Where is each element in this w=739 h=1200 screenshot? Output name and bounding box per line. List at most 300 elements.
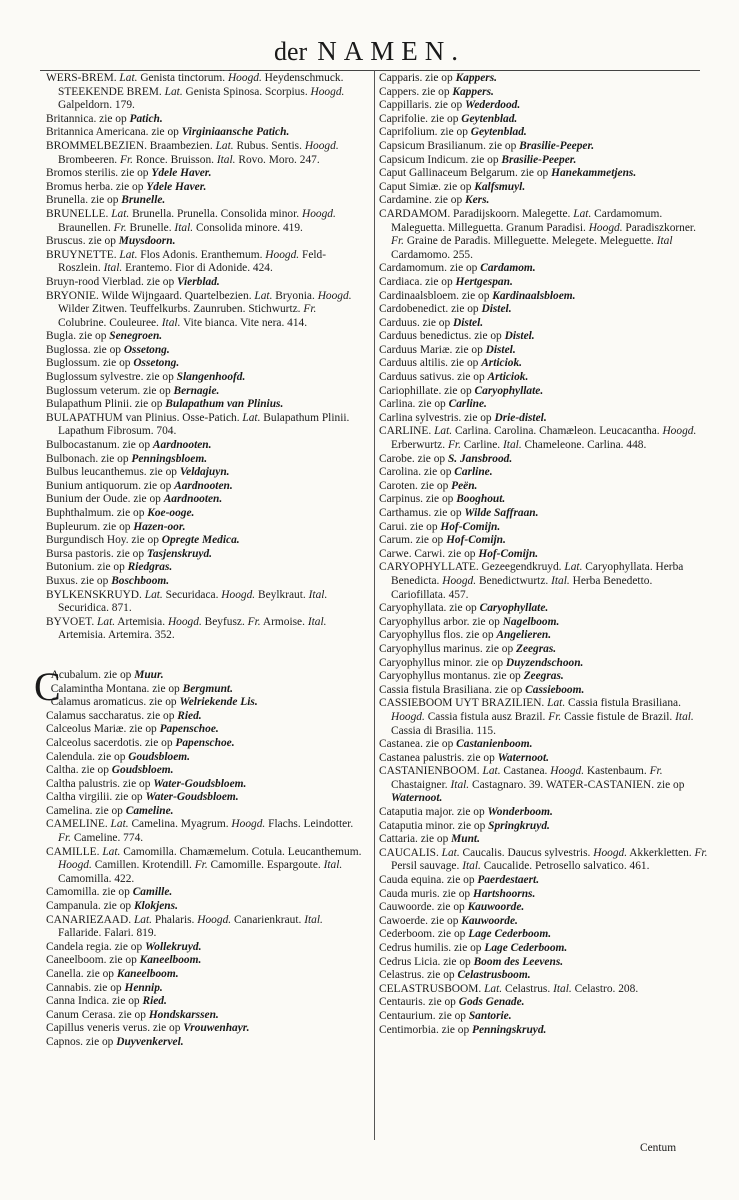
index-entry	[46, 791, 366, 805]
index-entry	[46, 995, 366, 1009]
entry-text: Cardamomo. 255.	[391, 248, 473, 261]
entry-text: Bromus herba. zie op	[46, 180, 147, 193]
index-entry	[379, 752, 709, 766]
entry-text: BYLKENSKRUYD.	[46, 588, 145, 601]
index-entry	[46, 113, 366, 127]
entry-text: CASTANIENBOOM.	[379, 765, 483, 778]
index-entry	[379, 1010, 709, 1024]
entry-text: Rovo. Moro. 247.	[235, 153, 320, 166]
entry-text: Caprifolium. zie op	[379, 126, 471, 139]
entry-text: Cataputia minor. zie op	[379, 819, 489, 832]
language-tag: Lat.	[564, 561, 583, 574]
cross-reference: Peën.	[451, 479, 478, 492]
index-entry	[379, 901, 709, 915]
language-tag: Ital.	[174, 221, 194, 234]
index-entry	[46, 235, 366, 249]
cross-reference: Wollekruyd.	[145, 940, 202, 953]
cross-reference: Kappers.	[455, 72, 498, 84]
cross-reference: Booghout.	[456, 493, 506, 506]
cross-reference: Articiok.	[481, 357, 523, 370]
index-entry	[379, 371, 709, 385]
index-entry	[46, 194, 366, 208]
index-entry	[46, 575, 366, 589]
language-tag: Ital.	[304, 913, 323, 926]
entry-text: Caltha virgilii. zie op	[46, 791, 146, 804]
index-entry	[46, 493, 366, 507]
cross-reference: Boschboom.	[111, 574, 170, 587]
language-tag: Hoogd.	[221, 588, 256, 601]
language-tag: Lat.	[547, 697, 566, 710]
entry-text: Cardobenedict. zie op	[379, 303, 482, 316]
index-entry	[46, 941, 366, 955]
cross-reference: Kers.	[465, 194, 490, 207]
cross-reference: Ydele Haver.	[146, 180, 207, 193]
index-entry	[46, 900, 366, 914]
entry-text: Capillus veneris verus. zie op	[46, 1022, 184, 1035]
entry-text: Carthamus. zie op	[379, 507, 465, 519]
index-entry	[46, 1036, 366, 1050]
language-tag: Ital.	[323, 859, 343, 872]
entry-text: Calamus saccharatus. zie op	[46, 709, 178, 722]
language-tag: Hoogd.	[227, 72, 262, 84]
entry-text: Cardamine. zie op	[379, 194, 466, 207]
entry-text: Canella. zie op	[46, 968, 117, 980]
entry-text: Acubalum. zie op	[50, 668, 135, 681]
entry-text: Akkerkletten.	[627, 846, 695, 859]
entry-text: Cederboom. zie op	[379, 928, 469, 941]
cross-reference: Castanienboom.	[456, 738, 533, 751]
cross-reference: Kaneelboom.	[139, 954, 202, 967]
entry-text: Caryophyllus flos. zie op	[379, 629, 497, 642]
entry-text: Cassia di Brasilia. 115.	[391, 724, 496, 737]
page-header	[0, 36, 739, 67]
language-tag: Lat.	[441, 846, 460, 859]
entry-text: Feld-Roszlein.	[58, 248, 327, 275]
language-tag: Lat.	[111, 207, 130, 220]
header-title: NAMEN.	[317, 36, 465, 66]
cross-reference: Kauwoorde.	[461, 914, 518, 927]
cross-reference: Brasilie-Peeper.	[501, 153, 577, 166]
index-entry	[46, 846, 366, 887]
entry-text: Capsicum Indicum. zie op	[379, 153, 502, 166]
entry-text: Cameline. 774.	[70, 832, 144, 845]
entry-text: Castanea.	[500, 765, 551, 778]
language-tag: Hoogd.	[317, 289, 352, 302]
entry-text: Caroten. zie op	[379, 479, 452, 492]
entry-text: Caryophyllus montanus. zie op	[379, 670, 524, 683]
entry-text: Erberwurtz.	[391, 439, 448, 452]
entry-text: Cataputia major. zie op	[379, 806, 488, 819]
entry-text: Fallaride. Falari. 819.	[58, 927, 157, 940]
index-entry	[46, 208, 366, 235]
cross-reference: Penningskruyd.	[472, 1023, 547, 1036]
cross-reference: Muur.	[134, 668, 164, 681]
entry-text: Burgundisch Hoy. zie op	[46, 534, 162, 547]
cross-reference: Carline.	[448, 398, 487, 411]
entry-text: Canna Indica. zie op	[46, 995, 143, 1008]
entry-text: Rubus. Sentis.	[233, 139, 305, 152]
entry-text: CAUCALIS.	[379, 846, 442, 859]
index-entry	[379, 969, 709, 983]
cross-reference: Hartshoorns.	[472, 887, 536, 900]
entry-text: Bulbus leucanthemus. zie op	[46, 466, 180, 479]
index-entry	[379, 398, 709, 412]
language-tag: Lat.	[119, 72, 138, 84]
language-tag: Hoogd.	[442, 574, 477, 587]
language-tag: Lat.	[102, 845, 121, 858]
index-entry	[46, 167, 366, 181]
language-tag: Lat.	[573, 207, 592, 220]
language-tag: Ital.	[308, 588, 328, 601]
entry-text: Benedictwurtz.	[476, 574, 552, 587]
cross-reference: Riedgras.	[127, 561, 173, 574]
entry-text: Calceolus sacerdotis. zie op	[46, 736, 176, 749]
language-tag: Fr.	[247, 615, 261, 628]
entry-text: Erantemo. Fior di Adonide. 424.	[122, 262, 273, 275]
cross-reference: Ossetong.	[133, 357, 180, 370]
cross-reference: Kardinaalsbloem.	[492, 289, 576, 302]
index-entry	[379, 181, 709, 195]
cross-reference: Paerdestaert.	[477, 874, 540, 887]
entry-text: Cardamomum. Maleguetta. Milleguetta. Granum Paradisi.	[391, 207, 663, 234]
entry-text: Armoise.	[260, 615, 308, 628]
entry-text: Caryophyllus minor. zie op	[379, 656, 506, 669]
entry-text: Persil sauvage.	[391, 860, 463, 873]
entry-text: Caucalis. Daucus sylvestris.	[459, 846, 594, 859]
entry-text: Cannabis. zie op	[46, 981, 125, 994]
entry-text: Chastaigner.	[391, 778, 451, 791]
entry-text: Castagnaro. 39. WATER-CASTANIEN. zie op	[469, 778, 685, 791]
index-entry	[46, 357, 366, 371]
language-tag: Hoogd.	[550, 765, 585, 778]
cross-reference: Aardnooten.	[174, 479, 233, 492]
cross-reference: Penningsbloem.	[131, 452, 208, 465]
cross-reference: Goudsbloem.	[128, 750, 190, 763]
cross-reference: Lage Cederboom.	[468, 928, 552, 941]
cross-reference: Brunelle.	[121, 194, 166, 207]
index-entry	[379, 194, 709, 208]
entry-text: Cattaria. zie op	[379, 833, 452, 846]
entry-text: Caput Gallinaceum Belgarum. zie op	[379, 167, 552, 180]
entry-text: Camelina. Myagrum.	[128, 818, 232, 831]
language-tag: Fr.	[548, 710, 562, 723]
cross-reference: Bernagie.	[173, 384, 220, 397]
entry-text: Centimorbia. zie op	[379, 1023, 472, 1036]
entry-text: CANARIEZAAD.	[46, 913, 134, 926]
entry-text: Caneelboom. zie op	[46, 954, 140, 967]
index-entry	[379, 888, 709, 902]
entry-text: Carduus Mariæ. zie op	[379, 343, 486, 356]
cross-reference: S. Jansbrood.	[447, 452, 513, 465]
index-entry	[46, 72, 366, 113]
index-entry	[46, 548, 366, 562]
index-entry	[46, 589, 366, 616]
cross-reference: Virginiaansche Patich.	[181, 126, 290, 139]
language-tag: Hoogd.	[310, 85, 345, 98]
entry-text: Paradiszkorner.	[622, 221, 696, 234]
entry-text: Beyfusz.	[201, 615, 248, 628]
entry-text: Bryonia.	[272, 289, 318, 302]
entry-text: Bruscus. zie op	[46, 235, 119, 248]
index-entry	[379, 765, 709, 806]
index-entry	[46, 818, 366, 845]
entry-text: Chameleone. Carlina. 448.	[521, 439, 647, 452]
entry-text: BYVOET.	[46, 615, 98, 628]
language-tag: Hoogd.	[301, 207, 336, 220]
language-tag: Lat.	[482, 765, 501, 778]
entry-text: Butonium. zie op	[46, 561, 128, 574]
language-tag: Fr.	[58, 832, 71, 845]
entry-text: Cedrus humilis. zie op	[379, 942, 485, 954]
language-tag: Hoogd.	[167, 615, 202, 628]
entry-text: Caryophyllata. zie op	[379, 602, 480, 615]
index-entry	[46, 616, 366, 643]
entry-text: BRUYNETTE.	[46, 248, 120, 261]
cross-reference: Veldajuyn.	[179, 466, 230, 479]
cross-reference: Geytenblad.	[470, 126, 527, 139]
entry-text: CASSIEBOOM UYT BRAZILIEN.	[379, 697, 548, 710]
cross-reference: Welriekende Lis.	[179, 696, 258, 709]
language-tag: Ital.	[216, 153, 236, 166]
index-entry	[379, 521, 709, 535]
index-entry	[379, 507, 709, 521]
cross-reference: Ydele Haver.	[151, 167, 212, 180]
entry-text: Bursa pastoris. zie op	[46, 547, 147, 560]
index-entry	[46, 480, 366, 494]
language-tag: Fr.	[194, 859, 208, 872]
entry-text: WERS-BREM.	[46, 72, 120, 84]
language-tag: Hoogd.	[662, 425, 697, 438]
language-tag: Ital.	[462, 860, 481, 873]
language-tag: Ital.	[675, 710, 694, 723]
right-column	[379, 72, 709, 1037]
language-tag: Lat.	[119, 248, 138, 261]
language-tag: Fr.	[447, 439, 461, 452]
cross-reference: Waternoot.	[391, 792, 443, 805]
index-entry	[379, 317, 709, 331]
entry-text: Carum. zie op	[379, 534, 447, 547]
language-tag: Lat.	[242, 411, 261, 424]
cross-reference: Bergmunt.	[182, 682, 233, 695]
cross-reference: Tasjenskruyd.	[146, 547, 213, 560]
entry-text: Cauwoorde. zie op	[379, 901, 468, 914]
entry-text: Caput Simiæ. zie op	[379, 180, 475, 193]
entry-text: Camomille. Espargoute.	[207, 859, 324, 872]
index-entry	[379, 357, 709, 371]
language-tag: Fr.	[113, 221, 127, 234]
cross-reference: Celastrusboom.	[457, 969, 531, 982]
index-entry	[379, 154, 709, 168]
entry-text: Bulapathum Plinii. Lapathum Fibrosum. 704.	[58, 411, 350, 438]
entry-text: Calendula. zie op	[46, 750, 129, 763]
language-tag: Lat.	[144, 588, 163, 601]
index-entry	[46, 290, 366, 331]
entry-text: Cedrus Licia. zie op	[379, 955, 474, 968]
index-entry	[46, 249, 366, 276]
cross-reference: Cameline.	[125, 804, 174, 817]
entry-text: Carduus benedictus. zie op	[379, 330, 505, 343]
entry-text: Carobe. zie op	[379, 452, 448, 465]
entry-text: Cardamomum. zie op	[379, 262, 481, 275]
index-entry	[379, 643, 709, 657]
index-entry	[46, 696, 366, 710]
language-tag: Lat.	[110, 818, 129, 831]
language-tag: Lat.	[97, 615, 116, 628]
index-entry	[379, 425, 709, 452]
entry-text: Castanea. zie op	[379, 738, 457, 751]
language-tag: Lat.	[215, 139, 234, 152]
entry-text: Carwe. Carwi. zie op	[379, 547, 479, 560]
index-entry	[46, 683, 366, 697]
index-entry	[46, 344, 366, 358]
entry-text: Buglossum veterum. zie op	[46, 384, 174, 397]
entry-text: Genista tinctorum.	[137, 72, 228, 84]
index-entry	[379, 480, 709, 494]
cross-reference: Kaneelboom.	[116, 968, 179, 980]
cross-reference: Hertgespan.	[455, 275, 513, 288]
entry-text: Britannica Americana. zie op	[46, 126, 182, 139]
header-word: der	[274, 37, 308, 66]
cross-reference: Senegroen.	[109, 330, 163, 343]
entry-text: Buglossum. zie op	[46, 357, 134, 370]
index-entry	[46, 886, 366, 900]
section-initial: C	[34, 663, 61, 709]
index-entry	[379, 493, 709, 507]
cross-reference: Cassieboom.	[525, 683, 585, 696]
index-entry	[379, 847, 709, 874]
language-tag: Lat.	[254, 289, 273, 302]
entry-text: Campanula. zie op	[46, 900, 134, 913]
cross-reference: Kauwoorde.	[467, 901, 525, 914]
index-entry	[379, 602, 709, 616]
cross-reference: Distel.	[453, 316, 484, 329]
language-tag: Fr.	[649, 765, 663, 778]
language-tag: Ital.	[503, 439, 522, 452]
entry-text: Graine de Paradis. Milleguette. Melegete. Meleguette.	[403, 235, 657, 248]
catchword: Centum	[640, 1142, 677, 1154]
language-tag: Ital.	[307, 615, 327, 628]
entry-text: Capnos. zie op	[46, 1035, 117, 1048]
cross-reference: Distel.	[485, 343, 516, 356]
cross-reference: Ried.	[142, 995, 167, 1008]
index-entry	[379, 738, 709, 752]
entry-text: BRUNELLE.	[46, 207, 112, 220]
cross-reference: Goudsbloem.	[111, 764, 174, 777]
cross-reference: Vierblad.	[177, 275, 220, 288]
entry-text: Caryophyllus marinus. zie op	[379, 642, 516, 655]
entry-text: Carlina sylvestris. zie op	[379, 411, 495, 424]
cross-reference: Distel.	[504, 330, 535, 343]
index-entry	[46, 181, 366, 195]
index-entry	[379, 453, 709, 467]
entry-text: Cariophillate. zie op	[379, 384, 475, 397]
index-entry	[379, 684, 709, 698]
cross-reference: Caryophyllate.	[479, 602, 549, 615]
entry-text: Buglossum sylvestre. zie op	[46, 371, 177, 384]
entry-text: Cassia fistula Brasiliana.	[565, 697, 681, 710]
language-tag: Ital	[656, 235, 673, 248]
index-entry	[379, 983, 709, 997]
index-entry	[46, 764, 366, 778]
index-entry	[379, 113, 709, 127]
cross-reference: Lage Cederboom.	[484, 942, 568, 954]
cross-reference: Klokjens.	[133, 900, 178, 913]
cross-reference: Water-Goudsbloem.	[153, 777, 247, 790]
cross-reference: Springkruyd.	[488, 819, 550, 832]
entry-text: Camomilla. zie op	[46, 886, 133, 899]
entry-text: Wilder Zitwen. Teuffelkurbs. Zaunruben. Stichwurtz.	[58, 303, 304, 316]
index-entry	[379, 290, 709, 304]
entry-text: Vite bianca. Vite nera. 414.	[180, 316, 308, 329]
entry-text: CARLINE.	[379, 425, 435, 438]
entry-text: Caryophyllus arbor. zie op	[379, 615, 503, 628]
entry-text: Carolina. zie op	[379, 466, 455, 479]
entry-text: Canum Cerasa. zie op	[46, 1008, 149, 1021]
entry-text: Bunium antiquorum. zie op	[46, 479, 175, 492]
cross-reference: Hof-Comijn.	[440, 520, 501, 533]
entry-text: Heydenschmuck. STEEKENDE BREM.	[58, 72, 344, 98]
index-entry	[379, 126, 709, 140]
entry-text: Securidica. 871.	[58, 602, 132, 615]
cross-reference: Koe-ooge.	[147, 507, 195, 519]
entry-text: Castanea palustris. zie op	[379, 751, 498, 764]
cross-reference: Camille.	[132, 886, 173, 899]
cross-reference: Hanekammetjens.	[551, 167, 637, 180]
entry-text: Brunella. zie op	[46, 194, 122, 207]
index-entry	[46, 439, 366, 453]
cross-reference: Brasilie-Peeper.	[519, 139, 595, 152]
index-entry	[46, 371, 366, 385]
index-entry	[379, 534, 709, 548]
cross-reference: Geytenblad.	[461, 112, 518, 125]
entry-text: Phalaris.	[152, 913, 198, 926]
cross-reference: Papenschoe.	[175, 736, 235, 749]
entry-text: CELASTRUSBOOM.	[379, 982, 485, 995]
cross-reference: Muysdoorn.	[118, 235, 176, 248]
index-entry	[379, 303, 709, 317]
index-entry	[46, 466, 366, 480]
entry-text: Artemisia.	[115, 615, 168, 628]
index-entry	[379, 385, 709, 399]
entry-text: Celastrus. zie op	[379, 969, 458, 982]
index-entry	[46, 968, 366, 982]
entry-text: Bunium der Oude. zie op	[46, 493, 164, 506]
index-entry	[379, 72, 709, 86]
cross-reference: Duyvenkervel.	[116, 1035, 184, 1048]
cross-reference: Nagelboom.	[502, 615, 560, 628]
index-entry	[46, 1022, 366, 1036]
cross-reference: Bulapathum van Plinius.	[165, 398, 284, 411]
section-gap	[46, 643, 366, 669]
entry-text: Capparis. zie op	[379, 72, 456, 84]
cross-reference: Boom des Leevens.	[473, 955, 564, 968]
entry-text: Cauda equina. zie op	[379, 874, 478, 887]
cross-reference: Zeegras.	[515, 642, 557, 655]
entry-text: CAMELINE.	[46, 818, 111, 831]
entry-text: Calamintha Montana. zie op	[50, 682, 183, 695]
cross-reference: Aardnooten.	[152, 439, 212, 452]
index-entry	[379, 344, 709, 358]
cross-reference: Hennip.	[124, 981, 163, 994]
cross-reference: Santorie.	[468, 1009, 512, 1022]
index-entry	[379, 1024, 709, 1038]
entry-text: Brombeeren.	[58, 153, 120, 166]
entry-text: BROMMELBEZIEN. Braambezien.	[46, 139, 216, 152]
index-entry	[46, 534, 366, 548]
index-entry	[46, 453, 366, 467]
index-entry	[379, 874, 709, 888]
cross-reference: Water-Goudsbloem.	[145, 791, 239, 804]
